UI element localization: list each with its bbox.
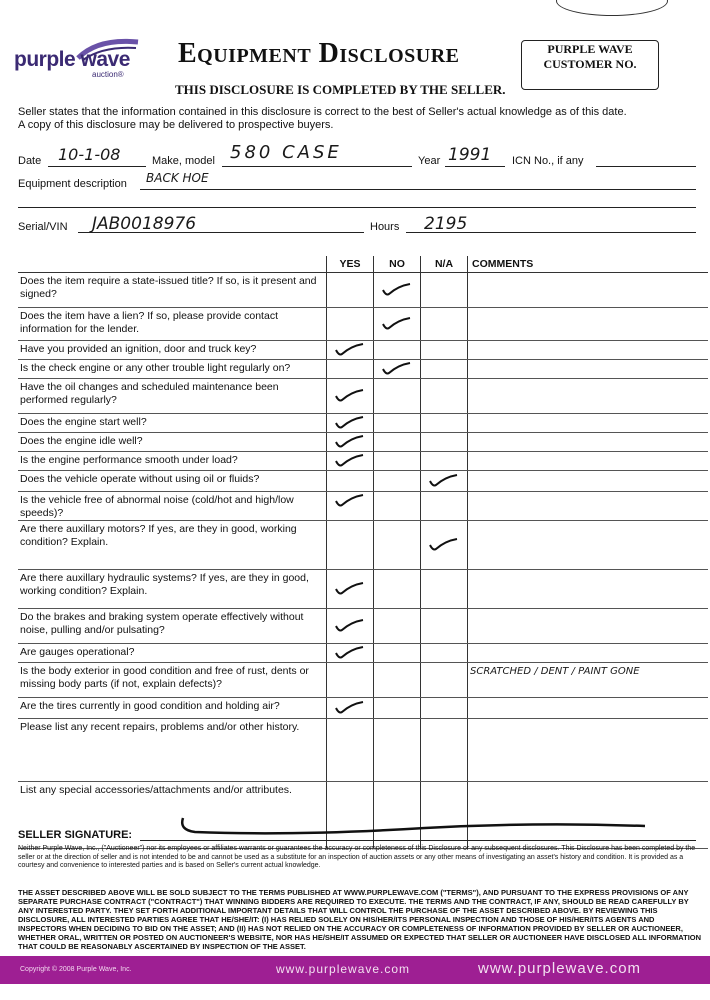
logo-text: purple wave — [14, 48, 130, 71]
hours-label: Hours — [370, 221, 400, 233]
checkmark-icon — [380, 316, 412, 332]
footer-url-large[interactable]: www.purplewave.com — [478, 960, 642, 977]
comment-cell[interactable] — [468, 433, 709, 452]
question-text: Do the brakes and braking system operate effectively without noise, pulling and/or pulsating? — [18, 609, 327, 644]
answer-cell-na[interactable] — [421, 452, 468, 471]
comment-cell[interactable] — [468, 273, 709, 308]
table-row — [18, 719, 708, 782]
answer-cell-no[interactable] — [374, 698, 421, 719]
answer-cell-no[interactable] — [374, 471, 421, 492]
question-text: Are there auxillary motors? If yes, are they in good, working condition? Explain. — [18, 521, 327, 570]
answer-cell-yes[interactable] — [327, 308, 374, 341]
table-row — [18, 360, 708, 379]
comment-cell[interactable] — [468, 570, 709, 609]
answer-cell-yes[interactable] — [327, 414, 374, 433]
answer-cell-na[interactable] — [421, 273, 468, 308]
comment-cell[interactable] — [468, 452, 709, 471]
comment-cell[interactable] — [468, 782, 709, 849]
question-text: Does the item require a state-issued title? If so, is it present and signed? — [18, 273, 327, 308]
answer-cell-na[interactable] — [421, 308, 468, 341]
checkmark-icon — [333, 493, 365, 509]
answer-cell-no[interactable] — [374, 663, 421, 698]
checkmark-icon — [333, 388, 365, 404]
answer-cell-yes[interactable] — [327, 341, 374, 360]
answer-cell-yes[interactable] — [327, 433, 374, 452]
year-value[interactable]: 1991 — [448, 145, 492, 165]
checkmark-icon — [380, 282, 412, 298]
answer-cell-na[interactable] — [421, 379, 468, 414]
answer-cell-no[interactable] — [374, 341, 421, 360]
answer-cell-no[interactable] — [374, 452, 421, 471]
answer-cell-no[interactable] — [374, 360, 421, 379]
question-text: Are there auxillary hydraulic systems? If yes, are they in good, working condition? Explain. — [18, 570, 327, 609]
hours-value[interactable]: 2195 — [424, 214, 468, 234]
answer-cell-na[interactable] — [421, 609, 468, 644]
question-text: Does the vehicle operate without using oil or fluids? — [18, 471, 327, 492]
terms-text: THE ASSET DESCRIBED ABOVE WILL BE SOLD SUBJECT TO THE TERMS PUBLISHED AT WWW.PURPLEWAVE.COM ("TERMS"), AND PURSUANT TO THE EXPRESS PROVISIONS OF ANY SEPARATE PURCHASE CONTRACT ("CONTRACT") THAT WINNING BIDDERS ARE REQUIRED TO EXECUTE. THE TERMS AND THE CONTRACT, IF ANY, SHOULD BE READ CAREFULLY BY ANY INTERESTED PARTY. THEY SET FORTH ADDITIONAL IMPORTANT DETAILS THAT WILL CONTROL THE PURCHASE OF THE ASSET DESCRIBED ABOVE. BY REVIEWING THIS DISCLOSURE, ALL INTERESTED PARTIES AGREE THAT HE/SHE/IT: (I) HAS RELIED SOLELY ON HIS/HER/ITS PERSONAL INSPECTION AND THOSE OF HIS/HER/ITS AGENTS AND INSPECTORS WHEN DECIDING TO BID ON THE ASSET; AND (II) HAS NOT RELIED ON THE ACCURACY OR COMPLETENESS OF INFORMATION PROVIDED BY SELLER OR AUCTIONEER, WHETHER ORAL, WRITTEN OR POSTED ON AUCTIONEER'S WEBSITE, NOR HAS HE/SHE/IT ASSUMED OR EXPECTED THAT SELLER OR AUCTIONEER HAVE DISCLOSED ALL INFORMATION THAT COULD BE REASONABLY ASCERTAINED BY INSPECTION OF THE ASSET. — [18, 888, 702, 951]
answer-cell-no[interactable] — [374, 414, 421, 433]
seller-signature-label: SELLER SIGNATURE: — [18, 829, 133, 841]
checkmark-icon — [333, 453, 365, 469]
seller-signature[interactable] — [175, 816, 655, 838]
answer-cell-na[interactable] — [421, 663, 468, 698]
serial-label: Serial/VIN — [18, 221, 68, 233]
answer-cell-yes[interactable] — [327, 492, 374, 521]
table-row — [18, 452, 708, 471]
answer-cell-na[interactable] — [421, 414, 468, 433]
comment-cell[interactable] — [468, 379, 709, 414]
answer-cell-yes[interactable] — [327, 521, 374, 570]
table-row — [18, 521, 708, 570]
answer-cell-yes[interactable] — [327, 360, 374, 379]
page-subtitle: THIS DISCLOSURE IS COMPLETED BY THE SELLER. — [175, 82, 506, 97]
answer-cell-no[interactable] — [374, 379, 421, 414]
answer-cell-na[interactable] — [421, 433, 468, 452]
statement-line2: A copy of this disclosure may be delivered to prospective buyers. — [18, 119, 334, 131]
equipment-description-value[interactable]: BACK HOE — [146, 171, 209, 185]
checkmark-icon — [427, 473, 459, 489]
answer-cell-no[interactable] — [374, 492, 421, 521]
answer-cell-yes[interactable] — [327, 471, 374, 492]
comment-cell[interactable] — [468, 644, 709, 663]
answer-cell-yes[interactable] — [327, 570, 374, 609]
year-label: Year — [418, 155, 441, 167]
answer-cell-yes[interactable] — [327, 663, 374, 698]
logo-subtext: auction® — [92, 70, 124, 79]
customer-box-line1: PURPLE WAVE — [547, 42, 633, 56]
answer-cell-na[interactable] — [421, 719, 468, 782]
seller-statement — [18, 106, 698, 132]
answer-cell-no[interactable] — [374, 308, 421, 341]
comment-cell[interactable] — [468, 698, 709, 719]
answer-cell-na[interactable] — [421, 492, 468, 521]
table-row — [18, 644, 708, 663]
question-text: Is the vehicle free of abnormal noise (cold/hot and high/low speeds)? — [18, 492, 327, 521]
answer-cell-yes[interactable] — [327, 719, 374, 782]
page-title: Equipment Disclosure — [178, 38, 460, 69]
table-row — [18, 308, 708, 341]
icn-label: ICN No., if any — [512, 155, 584, 167]
date-label: Date — [18, 155, 42, 167]
question-text: Does the engine start well? — [18, 414, 327, 433]
answer-cell-yes[interactable] — [327, 379, 374, 414]
table-row — [18, 609, 708, 644]
checkmark-icon — [333, 342, 365, 358]
answer-cell-no[interactable] — [374, 609, 421, 644]
comment-cell[interactable] — [468, 341, 709, 360]
table-row — [18, 570, 708, 609]
comment-cell[interactable] — [468, 609, 709, 644]
answer-cell-no[interactable] — [374, 273, 421, 308]
question-text: Are gauges operational? — [18, 644, 327, 663]
answer-cell-na[interactable] — [421, 521, 468, 570]
table-row — [18, 471, 708, 492]
answer-cell-no[interactable] — [374, 521, 421, 570]
handwritten-scribble — [556, 0, 668, 16]
checkmark-icon — [380, 361, 412, 377]
customer-number-box — [521, 40, 659, 90]
comment-cell[interactable] — [468, 663, 709, 698]
date-value[interactable]: 10-1-08 — [58, 145, 121, 164]
question-text: Have the oil changes and scheduled maintenance been performed regularly? — [18, 379, 327, 414]
checkmark-icon — [333, 434, 365, 450]
question-text: Have you provided an ignition, door and truck key? — [18, 341, 327, 360]
table-row — [18, 698, 708, 719]
answer-cell-yes[interactable] — [327, 452, 374, 471]
answer-cell-na[interactable] — [421, 698, 468, 719]
answer-cell-no[interactable] — [374, 782, 421, 849]
comment-cell[interactable] — [468, 521, 709, 570]
table-row — [18, 341, 708, 360]
answer-cell-na[interactable] — [421, 782, 468, 849]
answer-cell-yes[interactable] — [327, 644, 374, 663]
answer-cell-no[interactable] — [374, 644, 421, 663]
question-text: Please list any recent repairs, problems and/or other history. — [18, 719, 327, 782]
table-row — [18, 379, 708, 414]
comment-cell[interactable] — [468, 492, 709, 521]
question-text: Does the item have a lien? If so, please provide contact information for the lender. — [18, 308, 327, 341]
answer-cell-yes[interactable] — [327, 609, 374, 644]
checkmark-icon — [333, 581, 365, 597]
comment-cell[interactable] — [468, 360, 709, 379]
question-text: Is the engine performance smooth under load? — [18, 452, 327, 471]
checkmark-icon — [333, 618, 365, 634]
comment-cell[interactable] — [468, 308, 709, 341]
question-text: Does the engine idle well? — [18, 433, 327, 452]
serial-value[interactable]: JAB0018976 — [92, 214, 197, 234]
question-text: List any special accessories/attachments and/or attributes. — [18, 782, 327, 849]
checkmark-icon — [333, 415, 365, 431]
make-value[interactable]: 580 CASE — [230, 142, 342, 163]
question-text: Are the tires currently in good condition and holding air? — [18, 698, 327, 719]
checkmark-icon — [333, 645, 365, 661]
make-label: Make, model — [152, 155, 215, 167]
answer-cell-yes[interactable] — [327, 698, 374, 719]
footer-url-small[interactable]: www.purplewave.com — [276, 962, 411, 976]
table-row — [18, 492, 708, 521]
question-text: Is the body exterior in good condition and free of rust, dents or missing body parts (if not, explain defects)? — [18, 663, 327, 698]
footer-copyright: Copyright © 2008 Purple Wave, Inc. — [20, 966, 132, 973]
answer-cell-yes[interactable] — [327, 273, 374, 308]
answer-cell-na[interactable] — [421, 360, 468, 379]
answer-cell-yes[interactable] — [327, 782, 374, 849]
answer-cell-na[interactable] — [421, 471, 468, 492]
yes-header: YES — [327, 256, 374, 273]
question-text: Is the check engine or any other trouble light regularly on? — [18, 360, 327, 379]
equipment-description-label: Equipment description — [18, 178, 127, 190]
table-row — [18, 273, 708, 308]
answer-cell-na[interactable] — [421, 644, 468, 663]
comment-cell[interactable] — [468, 471, 709, 492]
table-row — [18, 414, 708, 433]
answer-cell-no[interactable] — [374, 719, 421, 782]
comment-cell[interactable] — [468, 414, 709, 433]
checkmark-icon — [427, 537, 459, 553]
disclaimer-text: Neither Purple Wave, Inc., ("Auctioneer") nor its employees or affiliates warrants or guarantees the accuracy or completeness of this Disclosure or any subsequent disclosures. This Disclosure has been completed by the seller or at the direction of seller and is not intended to be and cannot be used as a substitute for an inspection of auction assets or any other means of investigating an asset's history and condition. It is provided as a courtesy and convenience to interested parties and is based on Seller's current actual knowledge. — [18, 845, 696, 869]
answer-cell-no[interactable] — [374, 433, 421, 452]
answer-cell-na[interactable] — [421, 570, 468, 609]
customer-box-line2: CUSTOMER NO. — [543, 57, 637, 71]
na-header: N/A — [421, 256, 468, 273]
checkmark-icon — [333, 700, 365, 716]
table-row — [18, 433, 708, 452]
answer-cell-na[interactable] — [421, 341, 468, 360]
no-header: NO — [374, 256, 421, 273]
statement-line1: Seller states that the information contained in this disclosure is correct to the best of Seller's actual knowledge as of this date. — [18, 106, 627, 118]
table-row — [18, 663, 708, 698]
answer-cell-no[interactable] — [374, 570, 421, 609]
comment-text: SCRATCHED / DENT / PAINT GONE — [470, 666, 640, 677]
comments-header: COMMENTS — [468, 256, 709, 273]
comment-cell[interactable] — [468, 719, 709, 782]
disclosure-table — [18, 256, 708, 849]
